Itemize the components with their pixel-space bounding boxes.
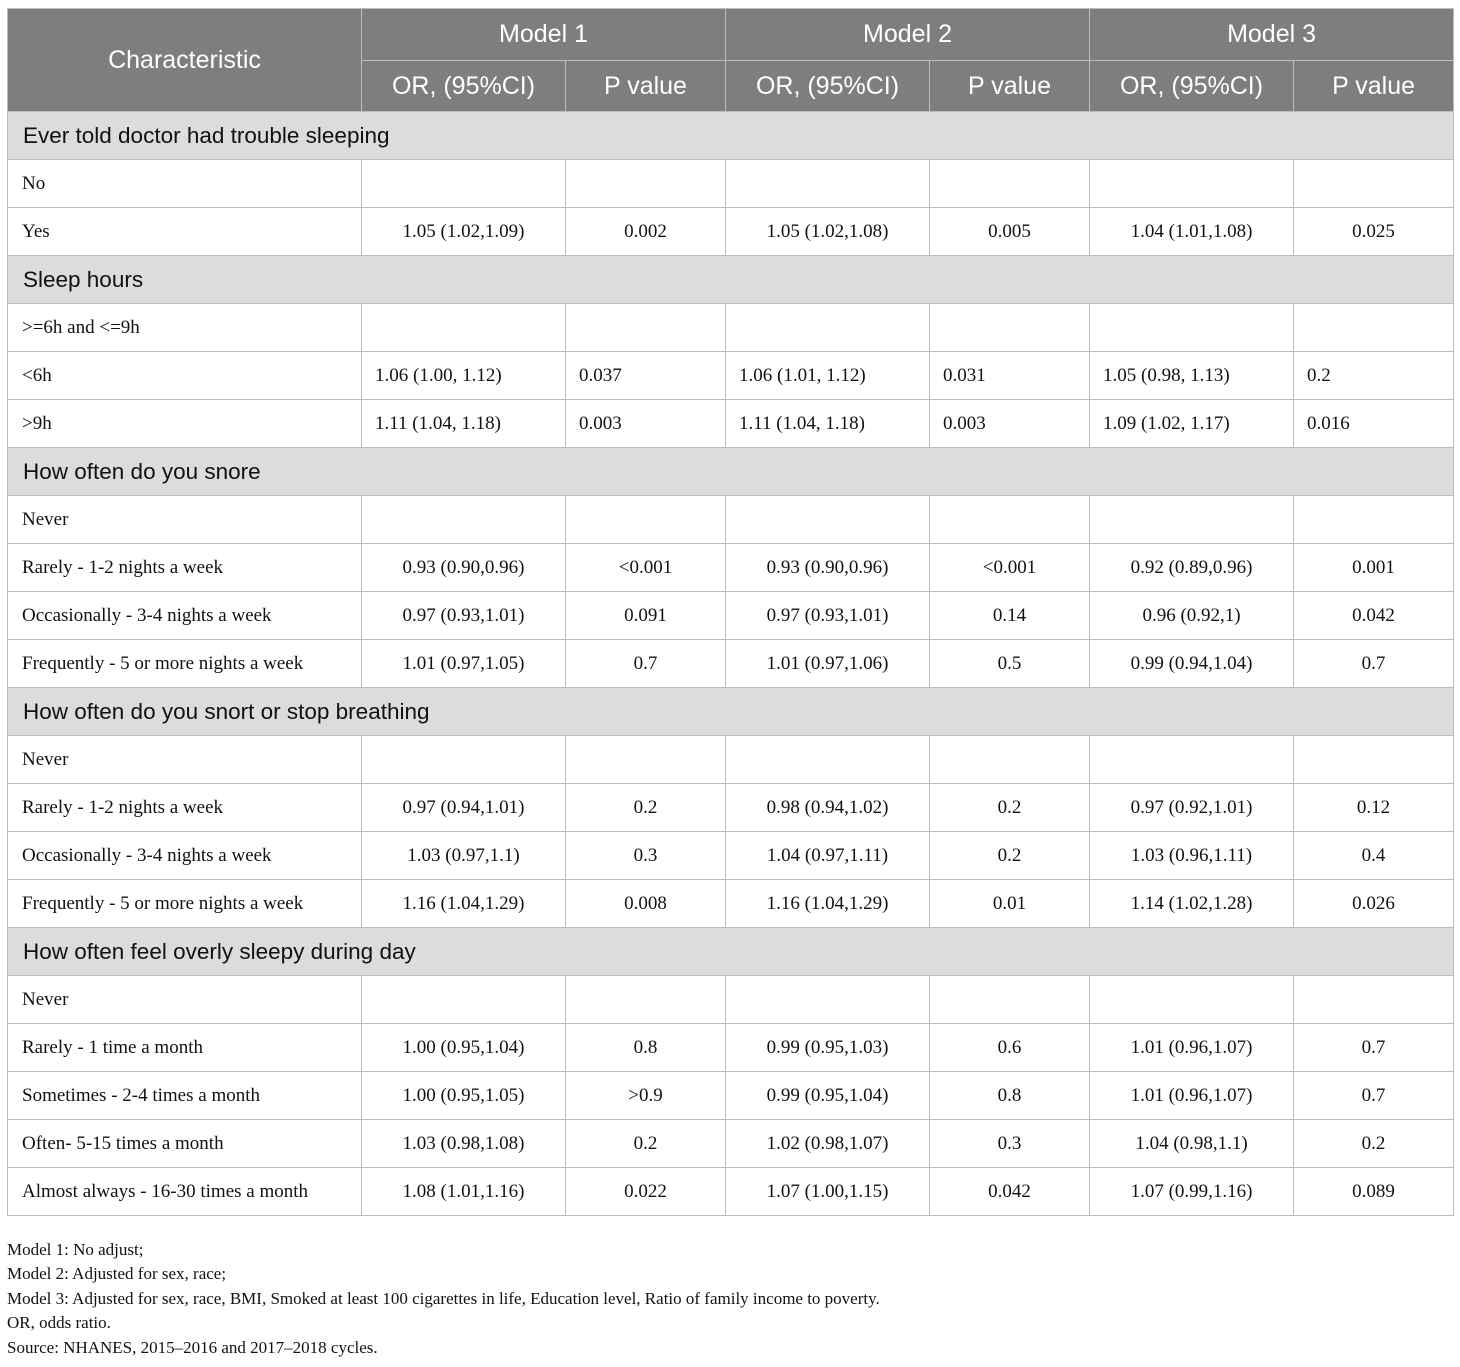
or-ci-cell: 1.03 (0.98,1.08): [362, 1120, 566, 1168]
or-ci-cell: [1090, 160, 1294, 208]
p-value-cell: 0.2: [566, 784, 726, 832]
or-ci-cell: 1.04 (1.01,1.08): [1090, 208, 1294, 256]
p-value-cell: 0.2: [1294, 352, 1454, 400]
p-value-cell: [930, 160, 1090, 208]
p-value-cell: 0.025: [1294, 208, 1454, 256]
or-ci-cell: 0.93 (0.90,0.96): [362, 544, 566, 592]
table-row: [8, 640, 1454, 688]
table-row: [8, 496, 1454, 544]
p-value-cell: 0.005: [930, 208, 1090, 256]
p-value-header: P value: [930, 61, 1090, 112]
or-ci-cell: 1.05 (1.02,1.08): [726, 208, 930, 256]
table-row: [8, 880, 1454, 928]
p-value-cell: 0.001: [1294, 544, 1454, 592]
row-label: Frequently - 5 or more nights a week: [8, 640, 362, 688]
or-ci-cell: 0.97 (0.94,1.01): [362, 784, 566, 832]
row-label: Never: [8, 496, 362, 544]
or-ci-cell: [726, 976, 930, 1024]
p-value-cell: 0.003: [930, 400, 1090, 448]
or-ci-cell: 1.04 (0.97,1.11): [726, 832, 930, 880]
p-value-cell: 0.8: [566, 1024, 726, 1072]
section-title: Sleep hours: [8, 256, 1454, 304]
table-header: [8, 9, 1454, 112]
or-ci-cell: 1.01 (0.97,1.06): [726, 640, 930, 688]
footnote-line: Source: NHANES, 2015–2016 and 2017–2018 cycles.: [7, 1337, 378, 1357]
or-ci-cell: [726, 496, 930, 544]
p-value-cell: [930, 736, 1090, 784]
or-ci-cell: 1.08 (1.01,1.16): [362, 1168, 566, 1216]
or-ci-cell: 1.14 (1.02,1.28): [1090, 880, 1294, 928]
p-value-cell: [566, 160, 726, 208]
row-label: Never: [8, 736, 362, 784]
p-value-cell: 0.2: [930, 784, 1090, 832]
or-ci-cell: 0.97 (0.93,1.01): [362, 592, 566, 640]
p-value-cell: <0.001: [566, 544, 726, 592]
or-ci-cell: 1.01 (0.96,1.07): [1090, 1072, 1294, 1120]
row-label: >=6h and <=9h: [8, 304, 362, 352]
or-ci-cell: 1.03 (0.96,1.11): [1090, 832, 1294, 880]
or-ci-cell: [726, 304, 930, 352]
p-value-cell: 0.022: [566, 1168, 726, 1216]
p-value-cell: 0.031: [930, 352, 1090, 400]
or-ci-header: OR, (95%CI): [726, 61, 930, 112]
p-value-cell: 0.042: [1294, 592, 1454, 640]
footnote-line: Model 1: No adjust;: [7, 1240, 144, 1259]
section-header-row: [8, 688, 1454, 736]
section-header-row: [8, 256, 1454, 304]
or-ci-cell: 1.00 (0.95,1.04): [362, 1024, 566, 1072]
table-row: [8, 160, 1454, 208]
or-ci-cell: [726, 736, 930, 784]
table-row: [8, 1072, 1454, 1120]
or-ci-cell: 1.02 (0.98,1.07): [726, 1120, 930, 1168]
table-row: [8, 1168, 1454, 1216]
p-value-cell: 0.091: [566, 592, 726, 640]
footnotes: [7, 1238, 880, 1360]
p-value-cell: 0.8: [930, 1072, 1090, 1120]
p-value-cell: 0.5: [930, 640, 1090, 688]
or-ci-cell: [362, 304, 566, 352]
section-title: How often do you snort or stop breathing: [8, 688, 1454, 736]
or-ci-cell: 0.98 (0.94,1.02): [726, 784, 930, 832]
or-ci-cell: 1.16 (1.04,1.29): [362, 880, 566, 928]
table-row: [8, 976, 1454, 1024]
row-label: Often- 5-15 times a month: [8, 1120, 362, 1168]
or-ci-cell: 1.05 (1.02,1.09): [362, 208, 566, 256]
row-label: <6h: [8, 352, 362, 400]
p-value-cell: [1294, 976, 1454, 1024]
footnote-line: OR, odds ratio.: [7, 1313, 111, 1333]
table-row: [8, 832, 1454, 880]
or-ci-cell: 1.01 (0.96,1.07): [1090, 1024, 1294, 1072]
model-1-header: Model 1: [362, 9, 726, 61]
model-3-header: Model 3: [1090, 9, 1454, 61]
table-body: [8, 112, 1454, 1216]
p-value-cell: 0.14: [930, 592, 1090, 640]
or-ci-cell: [362, 496, 566, 544]
p-value-cell: 0.037: [566, 352, 726, 400]
or-ci-cell: [362, 736, 566, 784]
p-value-cell: >0.9: [566, 1072, 726, 1120]
or-ci-cell: 1.01 (0.97,1.05): [362, 640, 566, 688]
p-value-cell: [930, 304, 1090, 352]
row-label: Yes: [8, 208, 362, 256]
or-ci-cell: [1090, 304, 1294, 352]
or-ci-cell: [362, 160, 566, 208]
p-value-cell: 0.7: [1294, 640, 1454, 688]
section-header-row: [8, 112, 1454, 160]
p-value-cell: [1294, 304, 1454, 352]
or-ci-cell: 1.05 (0.98, 1.13): [1090, 352, 1294, 400]
or-ci-cell: [726, 160, 930, 208]
table-row: [8, 352, 1454, 400]
p-value-cell: 0.2: [566, 1120, 726, 1168]
or-ci-cell: 1.06 (1.01, 1.12): [726, 352, 930, 400]
table-row: [8, 400, 1454, 448]
p-value-header: P value: [566, 61, 726, 112]
p-value-cell: [1294, 160, 1454, 208]
p-value-cell: 0.2: [1294, 1120, 1454, 1168]
p-value-cell: <0.001: [930, 544, 1090, 592]
table-row: [8, 784, 1454, 832]
or-ci-cell: 1.06 (1.00, 1.12): [362, 352, 566, 400]
p-value-cell: 0.6: [930, 1024, 1090, 1072]
row-label: No: [8, 160, 362, 208]
or-ci-cell: [1090, 496, 1294, 544]
or-ci-cell: 1.11 (1.04, 1.18): [362, 400, 566, 448]
table-row: [8, 208, 1454, 256]
p-value-cell: 0.01: [930, 880, 1090, 928]
p-value-cell: 0.002: [566, 208, 726, 256]
characteristic-header: Characteristic: [8, 9, 362, 112]
row-label: Never: [8, 976, 362, 1024]
footnote-line: Model 2: Adjusted for sex, race;: [7, 1264, 227, 1284]
or-ci-cell: 1.03 (0.97,1.1): [362, 832, 566, 880]
or-ci-cell: [362, 976, 566, 1024]
p-value-cell: 0.4: [1294, 832, 1454, 880]
row-label: >9h: [8, 400, 362, 448]
p-value-header: P value: [1294, 61, 1454, 112]
p-value-cell: 0.7: [1294, 1024, 1454, 1072]
row-label: Sometimes - 2-4 times a month: [8, 1072, 362, 1120]
p-value-cell: [566, 976, 726, 1024]
table-row: [8, 1024, 1454, 1072]
row-label: Occasionally - 3-4 nights a week: [8, 832, 362, 880]
table-row: [8, 544, 1454, 592]
p-value-cell: 0.7: [566, 640, 726, 688]
p-value-cell: 0.003: [566, 400, 726, 448]
or-ci-cell: 0.97 (0.93,1.01): [726, 592, 930, 640]
p-value-cell: 0.3: [930, 1120, 1090, 1168]
or-ci-cell: 1.16 (1.04,1.29): [726, 880, 930, 928]
or-ci-cell: 1.07 (0.99,1.16): [1090, 1168, 1294, 1216]
p-value-cell: 0.2: [930, 832, 1090, 880]
p-value-cell: [930, 496, 1090, 544]
row-label: Rarely - 1 time a month: [8, 1024, 362, 1072]
p-value-cell: [1294, 736, 1454, 784]
row-label: Almost always - 16-30 times a month: [8, 1168, 362, 1216]
or-ci-cell: 1.00 (0.95,1.05): [362, 1072, 566, 1120]
or-ci-cell: 0.93 (0.90,0.96): [726, 544, 930, 592]
p-value-cell: 0.008: [566, 880, 726, 928]
or-ci-cell: 0.96 (0.92,1): [1090, 592, 1294, 640]
footnote-line: Model 3: Adjusted for sex, race, BMI, Smoked at least 100 cigarettes in life, Education level, Ratio of family income to poverty.: [7, 1288, 880, 1308]
or-ci-cell: 0.99 (0.94,1.04): [1090, 640, 1294, 688]
p-value-cell: 0.3: [566, 832, 726, 880]
row-label: Rarely - 1-2 nights a week: [8, 784, 362, 832]
table-row: [8, 592, 1454, 640]
p-value-cell: 0.016: [1294, 400, 1454, 448]
p-value-cell: [930, 976, 1090, 1024]
or-ci-cell: [1090, 736, 1294, 784]
table-row: [8, 1120, 1454, 1168]
p-value-cell: 0.12: [1294, 784, 1454, 832]
results-table: [7, 8, 1454, 1216]
p-value-cell: 0.7: [1294, 1072, 1454, 1120]
or-ci-header: OR, (95%CI): [1090, 61, 1294, 112]
row-label: Occasionally - 3-4 nights a week: [8, 592, 362, 640]
or-ci-cell: 0.97 (0.92,1.01): [1090, 784, 1294, 832]
section-header-row: [8, 928, 1454, 976]
p-value-cell: 0.042: [930, 1168, 1090, 1216]
p-value-cell: 0.089: [1294, 1168, 1454, 1216]
table-row: [8, 304, 1454, 352]
p-value-cell: 0.026: [1294, 880, 1454, 928]
or-ci-cell: 0.99 (0.95,1.03): [726, 1024, 930, 1072]
or-ci-header: OR, (95%CI): [362, 61, 566, 112]
row-label: Rarely - 1-2 nights a week: [8, 544, 362, 592]
section-title: How often do you snore: [8, 448, 1454, 496]
or-ci-cell: 1.07 (1.00,1.15): [726, 1168, 930, 1216]
or-ci-cell: 1.09 (1.02, 1.17): [1090, 400, 1294, 448]
or-ci-cell: 0.92 (0.89,0.96): [1090, 544, 1294, 592]
or-ci-cell: [1090, 976, 1294, 1024]
or-ci-cell: 1.11 (1.04, 1.18): [726, 400, 930, 448]
table-row: [8, 736, 1454, 784]
p-value-cell: [566, 304, 726, 352]
section-title: Ever told doctor had trouble sleeping: [8, 112, 1454, 160]
section-header-row: [8, 448, 1454, 496]
p-value-cell: [1294, 496, 1454, 544]
or-ci-cell: 1.04 (0.98,1.1): [1090, 1120, 1294, 1168]
p-value-cell: [566, 496, 726, 544]
section-title: How often feel overly sleepy during day: [8, 928, 1454, 976]
or-ci-cell: 0.99 (0.95,1.04): [726, 1072, 930, 1120]
row-label: Frequently - 5 or more nights a week: [8, 880, 362, 928]
model-2-header: Model 2: [726, 9, 1090, 61]
p-value-cell: [566, 736, 726, 784]
